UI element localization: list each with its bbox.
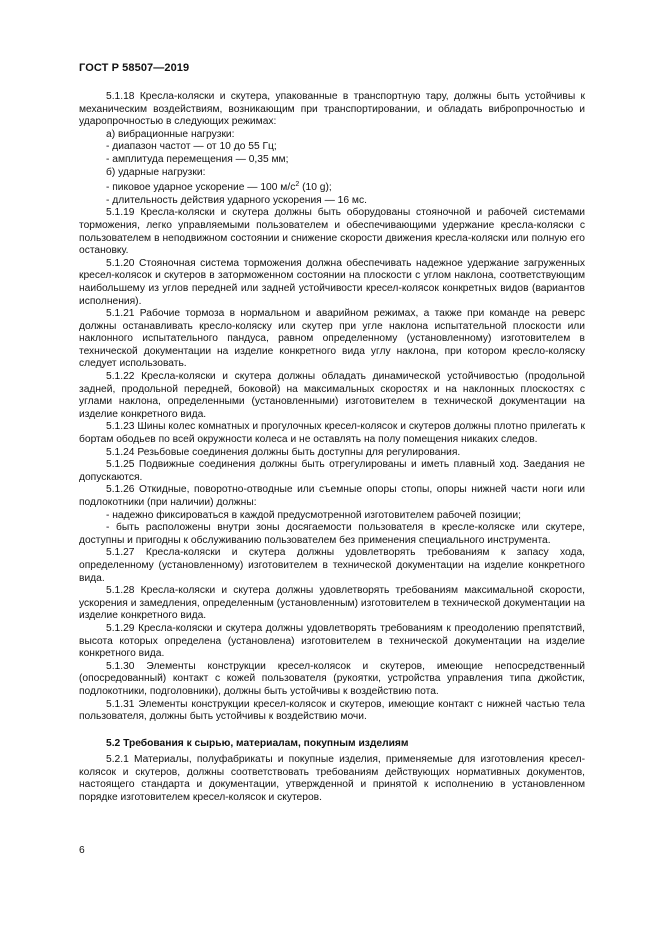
paragraph-5-1-26-intro: 5.1.26 Откидные, поворотно-отводные или съемные опоры стопы, опоры нижней части ноги или подлокотники (при наличии) должны: <box>79 484 585 508</box>
paragraph-5-1-25: 5.1.25 Подвижные соединения должны быть отрегулированы и иметь плавный ход. Заедания не допускаются. <box>79 459 585 483</box>
paragraph-5-1-18-intro: 5.1.18 Кресла-коляски и скутера, упакованные в транспортную тару, должны быть устойчивы к механическим воздействиям, возникающим при транспортировании, и обладать вибропрочностью и ударопрочностью в следующих режимах: <box>79 91 585 128</box>
b1-superscript: 2 <box>295 181 300 189</box>
paragraph-5-1-19: 5.1.19 Кресла-коляски и скутера должны быть оборудованы стояночной и рабочей системами торможения, легко управляемыми пользователем и обеспечивающими удержание кресла-коляски с пользователем в неподвижном состоянии и снижение скорости движения кресла-коляски или полную его остановку. <box>79 207 585 257</box>
page-number: 6 <box>79 845 85 856</box>
paragraph-5-1-18-item-b1 <box>79 179 585 195</box>
paragraph-5-1-26-item-1: - надежно фиксироваться в каждой предусмотренной изготовителем рабочей позиции; <box>106 509 521 521</box>
paragraph-5-1-18-item-a2: - амплитуда перемещения — 0,35 мм; <box>106 153 289 165</box>
paragraph-5-1-29: 5.1.29 Кресла-коляски и скутера должны удовлетворять требованиям к преодолению препятствий, высота которых определена (установлена) изготовителем в технической документации на изделие конкретного вида. <box>79 622 585 660</box>
document-header: ГОСТ Р 58507—2019 <box>79 62 190 74</box>
paragraph-5-1-18-item-b: б) ударные нагрузки: <box>106 166 206 178</box>
paragraph-5-1-28: 5.1.28 Кресла-коляски и скутера должны удовлетворять требованиям максимальной скорости, ускорения и замедления, определенным (установленным) изготовителем в технической документации на изделие конкретного вида. <box>79 585 585 622</box>
paragraph-5-1-30: 5.1.30 Элементы конструкции кресел-колясок и скутеров, имеющие непосредственный (опосредованный) контакт с кожей пользователя (рукоятки, устройства управления типа джойстик, подлокотники, подголовники), должны быть устойчивы к воздействию пота. <box>79 660 585 697</box>
paragraph-5-1-21: 5.1.21 Рабочие тормоза в нормальном и аварийном режимах, а также при команде на реверс должны останавливать кресло-коляску или скутер при угле наклона испытательной плоскости или наклонного испытательного пандуса, равном определенному (установленному) изготовителем в технической документации на изделие конкретного вида углу наклона, при котором кресло-коляску следует использовать. <box>79 308 585 370</box>
paragraph-5-2-1: 5.2.1 Материалы, полуфабрикаты и покупные изделия, применяемые для изготовления кресел-колясок и скутеров, должны соответствовать требованиям действующих нормативных документов, настоящего стандарта и документации, утвержденной и принятой к исполнению в установленном порядке изготовителем кресел-колясок и скутеров. <box>79 754 585 804</box>
paragraph-5-1-26-item-2: - быть расположены внутри зоны досягаемости пользователя в кресле-коляске или скутере, доступны и пригодны к обслуживанию пользователем без применения специального инструмента. <box>79 522 585 546</box>
paragraph-5-1-23: 5.1.23 Шины колес комнатных и прогулочных кресел-колясок и скутеров должны плотно прилегать к бортам ободьев по всей окружности колеса и не оставлять на полу помещения никаких следов. <box>79 421 585 446</box>
paragraph-5-1-18-item-a: а) вибрационные нагрузки: <box>106 128 235 140</box>
paragraph-5-1-27: 5.1.27 Кресла-коляски и скутера должны удовлетворять требованиям к запасу хода, определенному (установленному) изготовителем в технической документации на изделие конкретного вида. <box>79 547 585 584</box>
b1-text-post: (10 g); <box>299 182 332 194</box>
section-title-5-2: 5.2 Требования к сырью, материалам, покупным изделиям <box>106 737 409 749</box>
paragraph-5-1-18-item-b2: - длительность действия ударного ускорения — 16 мс. <box>106 194 367 206</box>
b1-text-pre: - пиковое ударное ускорение — 100 м/с <box>106 182 296 194</box>
paragraph-5-1-24: 5.1.24 Резьбовые соединения должны быть доступны для регулирования. <box>106 446 461 458</box>
paragraph-5-1-20: 5.1.20 Стояночная система торможения должна обеспечивать надежное удержание загруженных кресел-колясок и скутеров в заторможенном состоянии на плоскости с углом наклона, соответствующим наибольшему из углов передней или задней устойчивости кресел-колясок конкретных видов (вариантов исполнения). <box>79 257 585 307</box>
paragraph-5-1-31: 5.1.31 Элементы конструкции кресел-колясок и скутеров, имеющие контакт с нижней частью тела пользователя, должны быть устойчивы к воздействию мочи. <box>79 698 585 723</box>
paragraph-5-1-22: 5.1.22 Кресла-коляски и скутера должны обладать динамической устойчивостью (продольной задней, продольной передней, боковой) на максимальных скоростях и на наклонных плоскостях с углами наклона, определенными (установленными) изготовителем в технической документации на изделие конкретного вида. <box>79 371 585 420</box>
document-body <box>79 91 585 805</box>
paragraph-5-1-18-item-a1: - диапазон частот — от 10 до 55 Гц; <box>106 141 277 153</box>
